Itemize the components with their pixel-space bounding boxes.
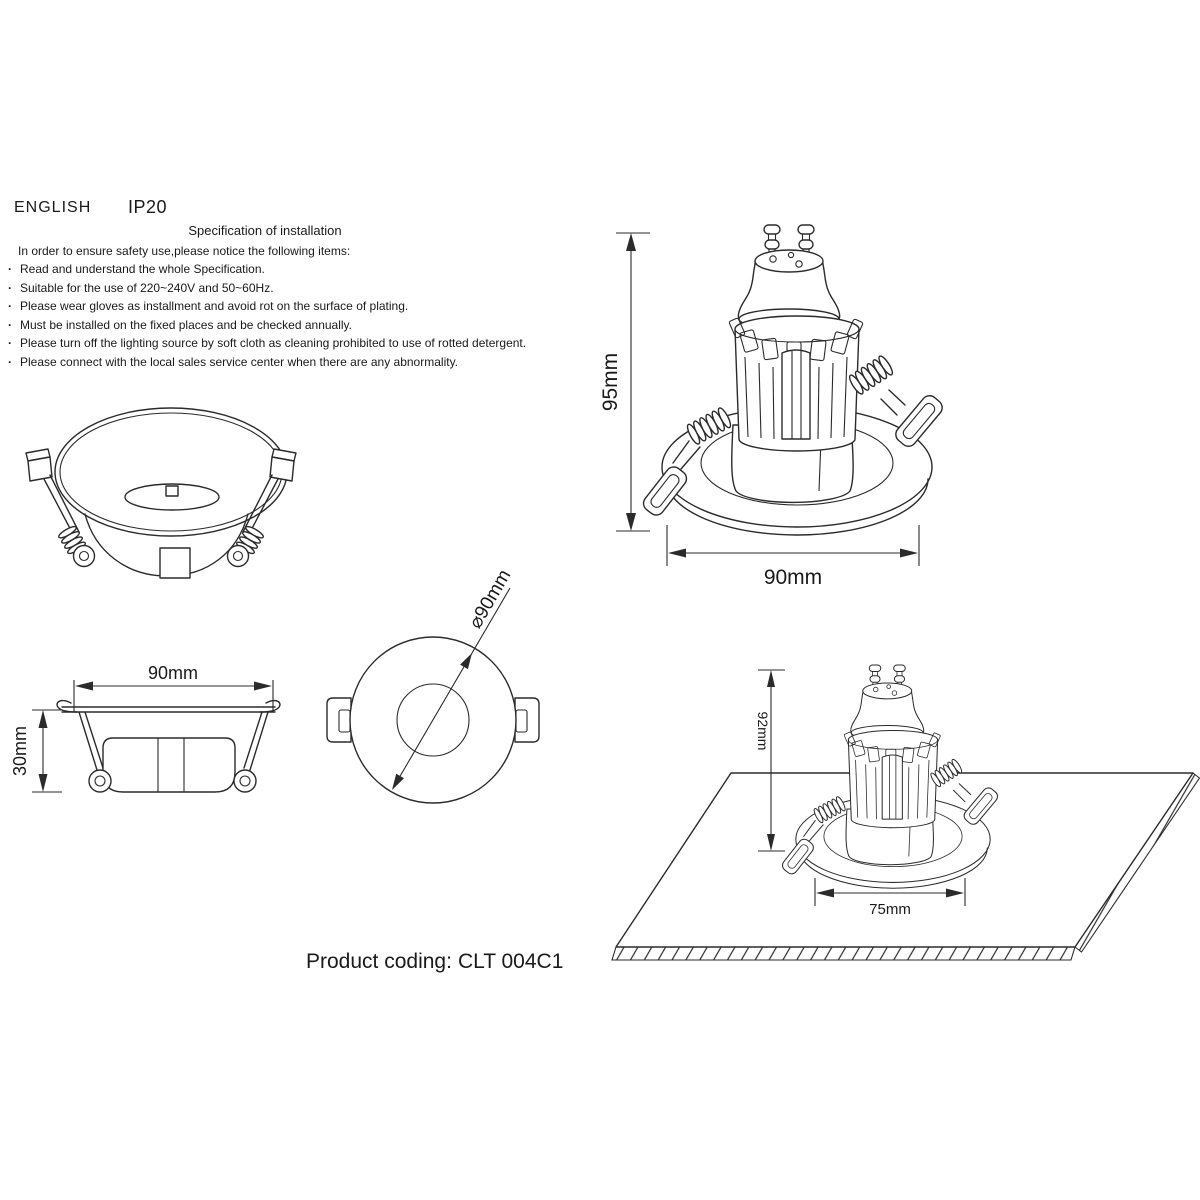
bullet-marker: · xyxy=(8,354,12,369)
spec-item xyxy=(8,316,526,335)
product-code: CLT 004C1 xyxy=(457,950,564,973)
view-installation xyxy=(612,665,1200,960)
spec-item-text: Suitable for the use of 220~240V and 50~60Hz. xyxy=(20,280,274,295)
view-lamp-front xyxy=(599,225,945,589)
view-housing-3d xyxy=(26,408,296,578)
spec-item-text: Must be installed on the fixed places and be checked annually. xyxy=(20,317,352,332)
dim-cutout-label: 75mm xyxy=(869,901,911,918)
view-front-circle xyxy=(327,566,539,803)
spec-title: Specification of installation xyxy=(188,223,342,238)
ip-rating: IP20 xyxy=(128,197,168,217)
bullet-marker: · xyxy=(8,317,12,332)
language-label: ENGLISH xyxy=(14,199,92,216)
spec-item-text: Please turn off the lighting source by soft cloth as cleaning prohibited to use of rotted detergent. xyxy=(20,336,527,350)
housing-rim xyxy=(55,408,287,536)
dim-height-label: 30mm xyxy=(10,725,30,777)
spec-item-text: Read and understand the whole Specification. xyxy=(20,262,265,276)
spec-intro: In order to ensure safety use,please notice the following items: xyxy=(18,244,351,258)
dim-width-label: 90mm xyxy=(763,566,823,589)
product-coding xyxy=(306,950,563,974)
housing-tab xyxy=(160,548,190,578)
spec-item xyxy=(8,279,526,298)
spec-item-text: Please wear gloves as installment and avoid rot on the surface of plating. xyxy=(20,299,409,313)
fixture-cross-section xyxy=(57,701,280,792)
bullet-marker: · xyxy=(8,280,12,295)
dim-height-label: 95mm xyxy=(599,352,622,412)
dim-depth-label: 92mm xyxy=(755,711,771,751)
spec-item-text: Please connect with the local sales service center when there are any abnormality. xyxy=(20,354,459,369)
spec-item xyxy=(8,334,526,353)
bullet-marker: · xyxy=(8,299,12,313)
spec-item xyxy=(8,353,526,372)
dim-diameter-label: ⌀90mm xyxy=(465,566,516,633)
spec-item xyxy=(8,260,526,279)
bullet-marker: · xyxy=(8,336,12,350)
spec-list xyxy=(8,260,526,371)
dim-width-label: 90mm xyxy=(147,663,199,683)
spec-item xyxy=(8,297,526,316)
view-side-section xyxy=(10,663,280,792)
bullet-marker: · xyxy=(8,262,12,276)
product-coding-label: Product coding: xyxy=(306,950,452,973)
